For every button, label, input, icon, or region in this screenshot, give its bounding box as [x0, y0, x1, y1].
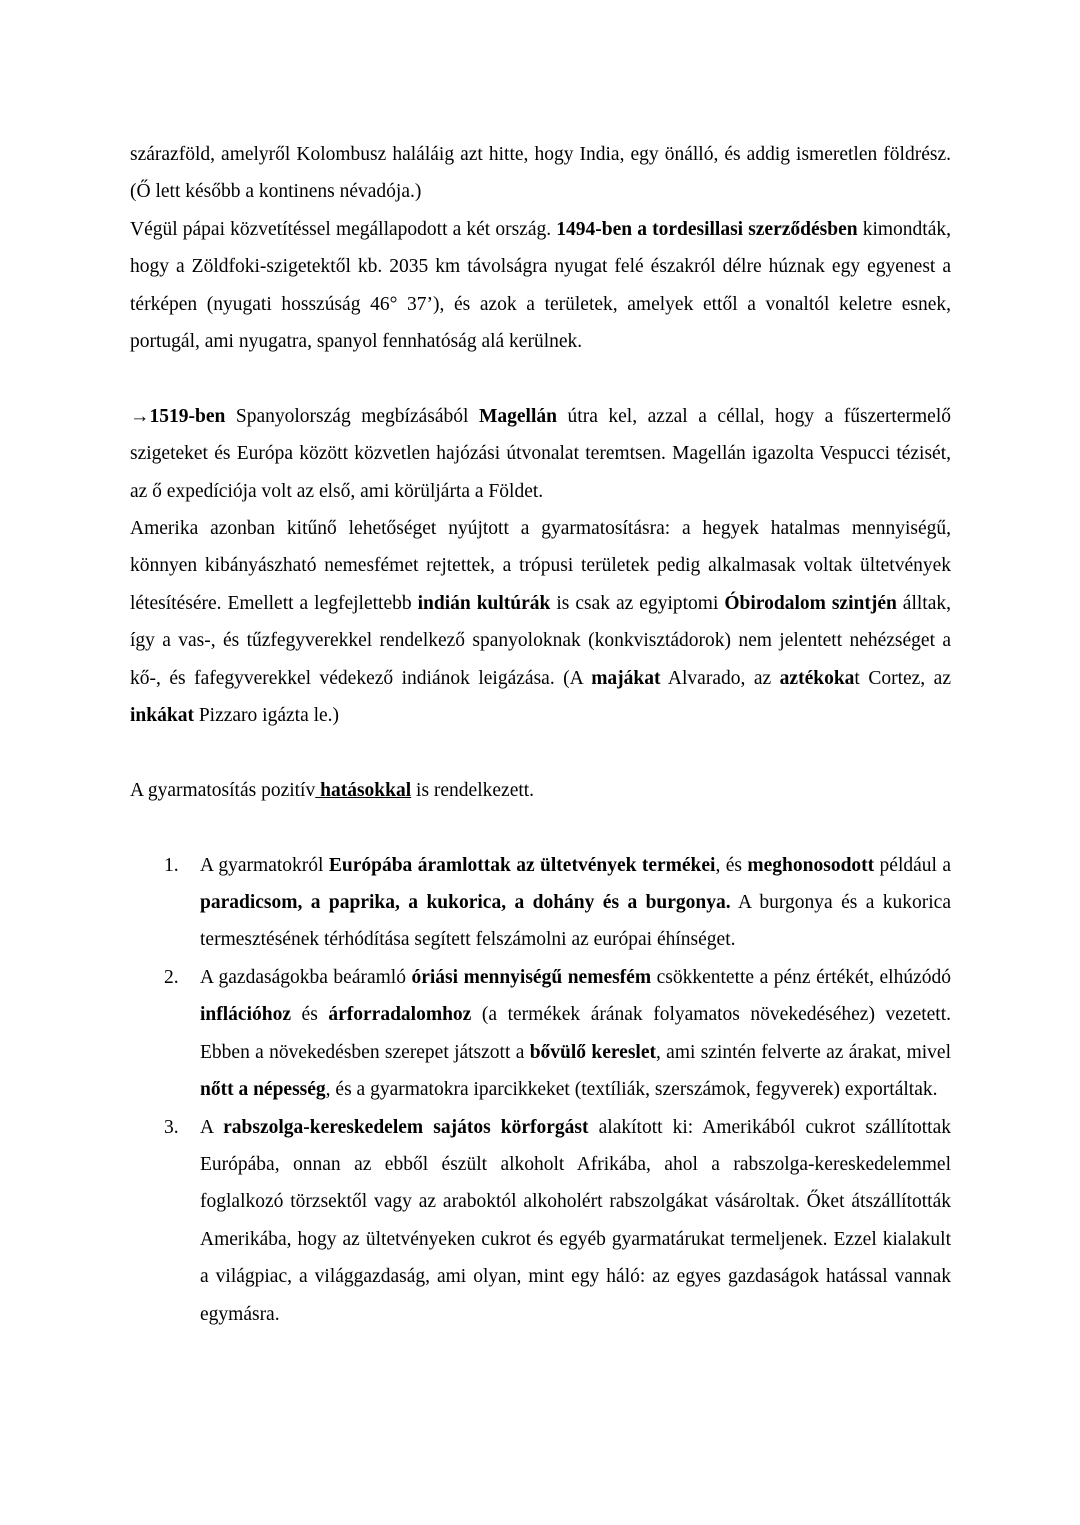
- list-item: [130, 1109, 951, 1333]
- text-run: 1494-ben a tordesillasi szerződésben: [556, 218, 858, 240]
- text-run: szárazföld, amelyről Kolombusz haláláig azt hitte, hogy India, egy önálló, és addig ismeretlen földrész. (Ő lett később a kontinens névadója.): [130, 144, 951, 203]
- text-run: , és: [715, 854, 748, 876]
- text-run: Amerika azonban kitűnő lehetőséget nyújtott a gyarmatosításra: a hegyek hatalmas mennyiségű, könnyen kibányászható nemesfémet rejtettek, a trópusi területek pedig alkalmasak voltak ültetvények létesítésére. Emellett a legfejlettebb: [130, 518, 951, 614]
- text-run: álltak, így a vas-, és tűzfegyverekkel rendelkező spanyoloknak (konkvisztádorok) nem jelentett nehézséget a kő-, és fafegyverekkel védekező indiánok leigázása. (A: [130, 592, 951, 689]
- text-run: is rendelkezett.: [411, 779, 535, 801]
- text-run: aztékoka: [779, 667, 855, 689]
- text-run: hatásokkal: [315, 779, 412, 801]
- text-run: kimondták, hogy a Zöldfoki-szigetektől kb. 2035 km távolságra nyugat felé északról délre húznak egy egyenest a térképen (nyugati hosszúság 46° 37’), és azok a területek, amelyek ettől a vonaltól keletre esnek, portugál, ami nyugatra, spanyol fennhatóság alá kerülnek.: [130, 218, 951, 353]
- text-run: bővülő kereslet: [529, 1041, 656, 1063]
- text-run: A burgonya és a kukorica termesztésének térhódítása segített felszámolni az európai éhínséget.: [200, 892, 951, 951]
- text-run: Magellán: [479, 405, 557, 427]
- text-run: Pizzaro igázta le.): [193, 705, 340, 727]
- text-run: például a: [874, 854, 951, 876]
- text-run: A: [200, 1116, 224, 1138]
- text-run: alakított ki: Amerikából cukrot szállítottak Európába, onnan az ebből észült alkoholt Afrikába, ahol a rabszolga-kereskedelemmel foglalkozó törzsektől vagy az araboktól alkoholért rabszolgákat vásároltak. Őket átszállították Amerikába, hogy az ültetvényeken cukrot és egyéb gyarmatárukat termeljenek. Ezzel kialakult a világpiac, a világgazdaság, ami olyan, mint egy háló: az egyes gazdaságok hatással vannak egymásra.: [200, 1116, 951, 1325]
- text-run: rabszolga-kereskedelem sajátos körforgást: [223, 1116, 589, 1138]
- paragraph: [130, 136, 951, 211]
- text-run: , ami szintén felverte az árakat, mivel: [655, 1041, 951, 1063]
- text-run: indián kultúrák: [417, 592, 551, 614]
- text-run: óriási mennyiségű nemesfém: [411, 966, 652, 988]
- text-run: inkákat: [130, 705, 194, 727]
- text-run: nőtt a népesség: [200, 1079, 326, 1101]
- paragraph: [130, 398, 951, 510]
- list-number: 3.: [164, 1116, 179, 1138]
- paragraph: [130, 211, 951, 361]
- text-run: A gazdaságokba beáramló: [200, 966, 412, 988]
- text-run: A gyarmatosítás pozitív: [130, 779, 316, 801]
- text-run: Alvarado, az: [660, 667, 780, 689]
- paragraph: [130, 510, 951, 734]
- paragraph: [130, 772, 951, 809]
- text-run: Spanyolország megbízásából: [225, 405, 479, 427]
- text-run: Végül pápai közvetítéssel megállapodott a két ország.: [130, 218, 557, 240]
- text-run: majákat: [591, 667, 661, 689]
- text-run: paradicsom, a paprika, a kukorica, a dohány és a burgonya.: [200, 892, 731, 914]
- text-run: árforradalomhoz: [328, 1004, 472, 1026]
- list-number: 1.: [164, 854, 179, 876]
- document-body: [130, 136, 951, 1333]
- text-run: , és a gyarmatokra iparcikkeket (textíliák, szerszámok, fegyverek) exportáltak.: [325, 1079, 938, 1101]
- text-run: t Cortez, az: [854, 667, 951, 689]
- text-run: Európába áramlottak az ültetvények termékei: [328, 854, 716, 876]
- text-run: meghonosodott: [747, 854, 875, 876]
- list-item: [130, 847, 951, 959]
- list-item: [130, 959, 951, 1109]
- text-run: (a termékek árának folyamatos növekedéséhez) vezetett. Ebben a növekedésben szerepet játszott a: [200, 1004, 952, 1063]
- text-run: és: [291, 1004, 329, 1026]
- text-run: is csak az egyiptomi: [550, 592, 725, 614]
- text-run: A gyarmatokról: [200, 854, 329, 876]
- list-number: 2.: [164, 966, 179, 988]
- text-run: Óbirodalom szintjén: [724, 592, 897, 614]
- text-run: útra kel, azzal a céllal, hogy a fűszertermelő szigeteket és Európa között közvetlen hajózási útvonalat teremtsen. Magellán igazolta Vespucci tézisét, az ő expedíciója volt az első, ami körüljárta a Földet.: [130, 405, 951, 502]
- text-run: csökkentette a pénz értékét, elhúzódó: [651, 966, 951, 988]
- text-run: inflációhoz: [200, 1004, 291, 1026]
- text-run: →1519-ben: [130, 405, 226, 427]
